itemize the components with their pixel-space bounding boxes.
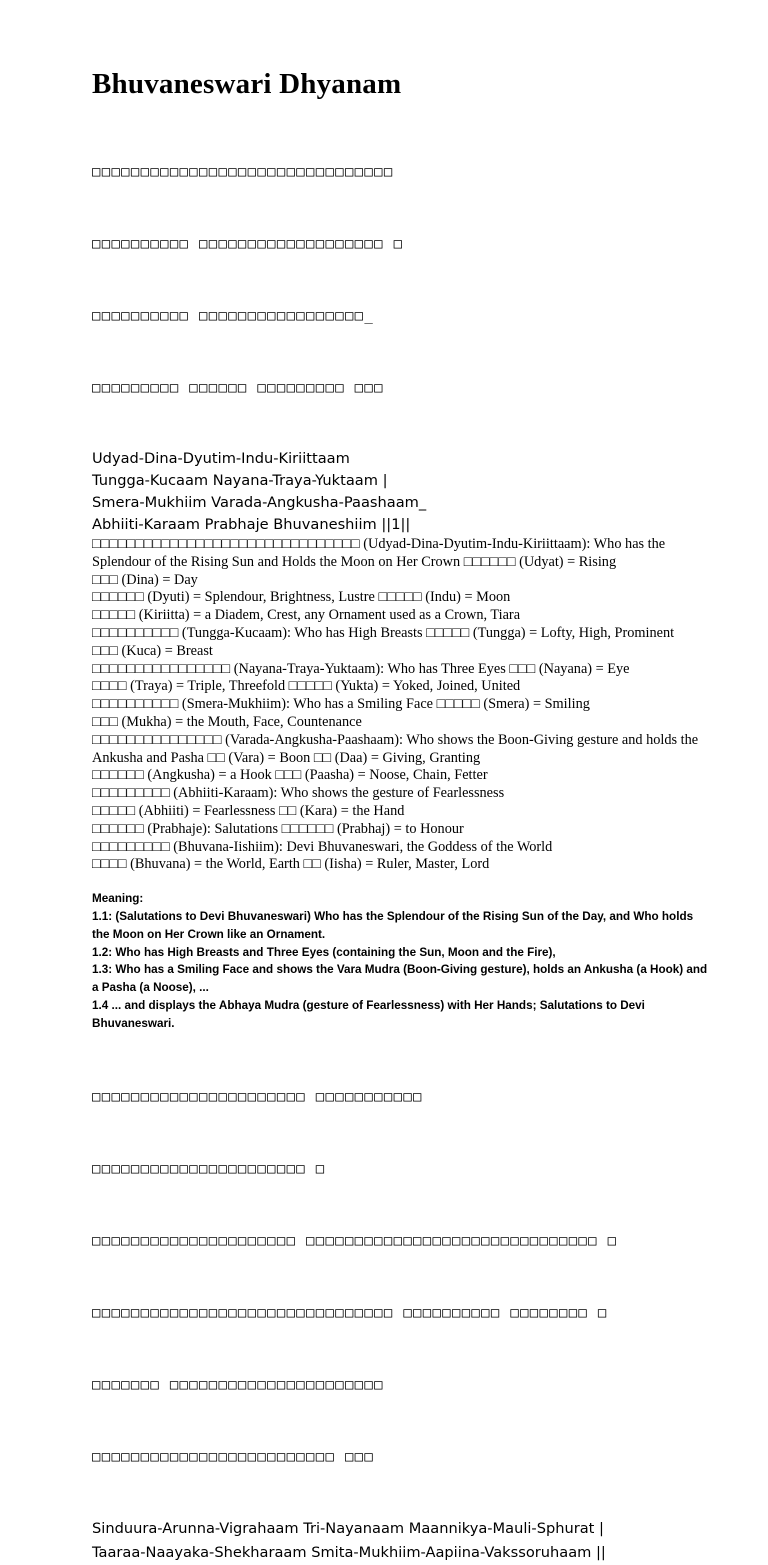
gloss-entry: □□□□□□□□□□□□□□□□□□□□□□□□□□□□□□□ (Udyad-Dina-Dyutim-Indu-Kiriittaam): Who has the Splendour of the Rising Sun and Holds the Moon on Her Crown □□□□□□ (Udyat) = Rising xyxy=(92,536,666,570)
verse-line: □□□□□□□□□□□□□□□□□□□□□□□□□ □□□ xyxy=(92,1448,375,1465)
gloss-entry: □□□□□ (Abhiiti) = Fearlessness □□ (Kara) = the Hand xyxy=(92,802,405,819)
page-title: Bhuvaneswari Dhyanam xyxy=(92,68,402,100)
verse1-devanagari xyxy=(92,112,768,448)
gloss-entry: □□□□□□□□□□ (Tungga-Kucaam): Who has High Breasts □□□□□ (Tungga) = Lofty, High, Prominent xyxy=(92,624,675,641)
translit-line: Sinduura-Arunna-Vigrahaam Tri-Nayanaam Maannikya-Mauli-Sphurat | xyxy=(92,1519,604,1537)
meaning-line: 1.1: (Salutations to Devi Bhuvaneswari) Who has the Splendour of the Rising Sun of the Day, and Who holds the Moon on Her Crown like an Ornament. xyxy=(92,909,694,941)
gloss-entry: □□□□□□ (Prabhaje): Salutations □□□□□□ (Prabhaj) = to Honour xyxy=(92,820,464,837)
gloss-entry: □□□□ (Bhuvana) = the World, Earth □□ (Iisha) = Ruler, Master, Lord xyxy=(92,856,490,873)
translit-line: Udyad-Dina-Dyutim-Indu-Kiriittaam xyxy=(92,450,350,467)
gloss-entry: □□□□□□□□□□□□□□□ (Varada-Angkusha-Paashaam): Who shows the Boon-Giving gesture and holds the Ankusha and Pasha □□ (Vara) = Boon □□ (Daa) = Giving, Granting xyxy=(92,731,699,766)
gloss-entry: □□□□□□ (Dyuti) = Splendour, Brightness, Lustre □□□□□ (Indu) = Moon xyxy=(92,589,511,606)
translit-line: Abhiiti-Karaam Prabhaje Bhuvaneshiim ||1|| xyxy=(92,516,411,533)
verse-line: □□□□□□□ □□□□□□□□□□□□□□□□□□□□□□ xyxy=(92,1376,384,1393)
verse-line: □□□□□□□□□ □□□□□□ □□□□□□□□□ □□□ xyxy=(92,380,384,396)
word-glossary xyxy=(92,536,712,874)
gloss-entry: □□□□□□□□□□□□□□□□ (Nayana-Traya-Yuktaam): Who has Three Eyes □□□ (Nayana) = Eye xyxy=(92,660,630,677)
gloss-entry: □□□□□□ (Angkusha) = a Hook □□□ (Paasha) = Noose, Chain, Fetter xyxy=(92,767,488,784)
meaning-line: 1.2: Who has High Breasts and Three Eyes (containing the Sun, Moon and the Fire), xyxy=(92,945,556,959)
gloss-entry: □□□□□□□□□□ (Smera-Mukhiim): Who has a Smiling Face □□□□□ (Smera) = Smiling xyxy=(92,696,590,713)
verse2-devanagari xyxy=(92,1037,768,1517)
gloss-entry: □□□□□ (Kiriitta) = a Diadem, Crest, any Ornament used as a Crown, Tiara xyxy=(92,607,521,624)
verse1-transliteration xyxy=(92,448,768,536)
verse-line: □□□□□□□□□□ □□□□□□□□□□□□□□□□□_ xyxy=(92,308,375,324)
verse-line: □□□□□□□□□□□□□□□□□□□□□□□□□□□□□□□ xyxy=(92,164,394,180)
gloss-entry: □□□□ (Traya) = Triple, Threefold □□□□□ (Yukta) = Yoked, Joined, United xyxy=(92,678,521,695)
verse2-transliteration xyxy=(92,1517,768,1565)
gloss-entry: □□□□□□□□□ (Abhiiti-Karaam): Who shows the gesture of Fearlessness xyxy=(92,785,505,802)
gloss-entry: □□□ (Dina) = Day xyxy=(92,571,198,588)
translit-line: Tungga-Kucaam Nayana-Traya-Yuktaam | xyxy=(92,472,388,489)
gloss-entry: □□□ (Kuca) = Breast xyxy=(92,642,213,659)
verse-line: □□□□□□□□□□□□□□□□□□□□□□□□□□□□□□□ □□□□□□□□□□ □□□□□□□□ □ xyxy=(92,1304,608,1321)
verse-line: □□□□□□□□□□□□□□□□□□□□□□ □□□□□□□□□□□ xyxy=(92,1088,423,1105)
gloss-entry: □□□ (Mukha) = the Mouth, Face, Countenance xyxy=(92,713,362,730)
translit-line: Taaraa-Naayaka-Shekharaam Smita-Mukhiim-Aapiina-Vakssoruhaam || xyxy=(92,1543,606,1561)
verse-line: □□□□□□□□□□ □□□□□□□□□□□□□□□□□□□ □ xyxy=(92,236,404,252)
meaning-line: 1.3: Who has a Smiling Face and shows the Vara Mudra (Boon-Giving gesture), holds an Ankusha (a Hook) and a Pasha (a Noose), ... xyxy=(92,963,708,995)
verse-line: □□□□□□□□□□□□□□□□□□□□□ □□□□□□□□□□□□□□□□□□□□□□□□□□□□□□ □ xyxy=(92,1232,618,1249)
verse-line: □□□□□□□□□□□□□□□□□□□□□□ □ xyxy=(92,1160,326,1177)
translit-line: Smera-Mukhiim Varada-Angkusha-Paashaam_ xyxy=(92,494,427,511)
meaning-heading: Meaning: xyxy=(92,892,144,906)
meaning-section xyxy=(92,890,712,1032)
meaning-line: 1.4 ... and displays the Abhaya Mudra (gesture of Fearlessness) with Her Hands; Salutations to Devi Bhuvaneswari. xyxy=(92,998,645,1030)
gloss-entry: □□□□□□□□□ (Bhuvana-Iishiim): Devi Bhuvaneswari, the Goddess of the World xyxy=(92,838,553,855)
